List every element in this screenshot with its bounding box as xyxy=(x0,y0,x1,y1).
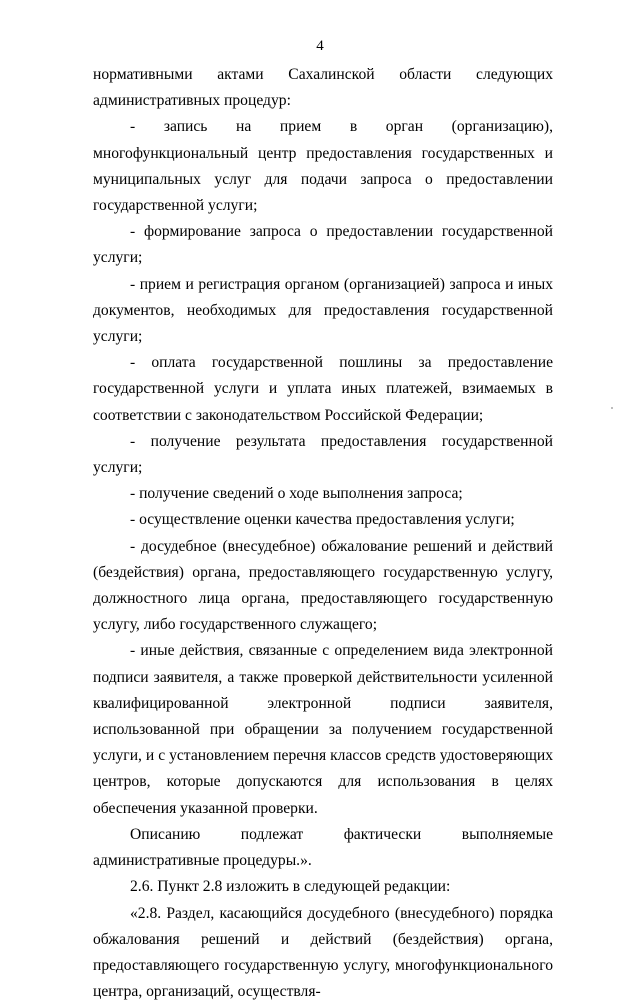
list-item-appointment: - запись на прием в орган (организацию), многофункциональный центр предоставления государственных и муниципальных услуг для подачи запроса о предоставлении государственной услуги; xyxy=(93,114,553,219)
list-item-request-registration: - прием и регистрация органом (организацией) запроса и иных документов, необходимых для предоставления государственной услуги; xyxy=(93,272,553,351)
list-item-progress: - получение сведений о ходе выполнения запроса; xyxy=(93,481,553,507)
list-item-appeal: - досудебное (внесудебное) обжалование решений и действий (бездействия) органа, предоставляющего государственную услугу, должностного лица органа, предоставляющего государственную услугу, либо государственного служащего; xyxy=(93,534,553,639)
paragraph-clause-2-8: «2.8. Раздел, касающийся досудебного (внесудебного) порядка обжалования решений и действий (бездействия) органа, предоставляющего государственную услугу, многофункционального центра, организаций, осуществля- xyxy=(93,901,553,1005)
paragraph-description: Описанию подлежат фактически выполняемые административные процедуры.». xyxy=(93,822,553,874)
paragraph-clause-2-6: 2.6. Пункт 2.8 изложить в следующей редакции: xyxy=(93,874,553,900)
document-body xyxy=(93,62,553,1005)
scan-speck xyxy=(611,407,613,409)
list-item-result: - получение результата предоставления государственной услуги; xyxy=(93,429,553,481)
list-item-request-forming: - формирование запроса о предоставлении государственной услуги; xyxy=(93,219,553,271)
page-number: 4 xyxy=(0,38,640,55)
list-item-quality: - осуществление оценки качества предоставления услуги; xyxy=(93,507,553,533)
paragraph-continuation: нормативными актами Сахалинской области следующих административных процедур: xyxy=(93,62,553,114)
list-item-signature: - иные действия, связанные с определением вида электронной подписи заявителя, а также проверкой действительности усиленной квалифицированной электронной подписи заявителя, использованной при обращении за получением государственной услуги, и с установлением перечня классов средств удостоверяющих центров, которые допускаются для использования в целях обеспечения указанной проверки. xyxy=(93,638,553,821)
list-item-fee-payment: - оплата государственной пошлины за предоставление государственной услуги и уплата иных платежей, взимаемых в соответствии с законодательством Российской Федерации; xyxy=(93,350,553,429)
